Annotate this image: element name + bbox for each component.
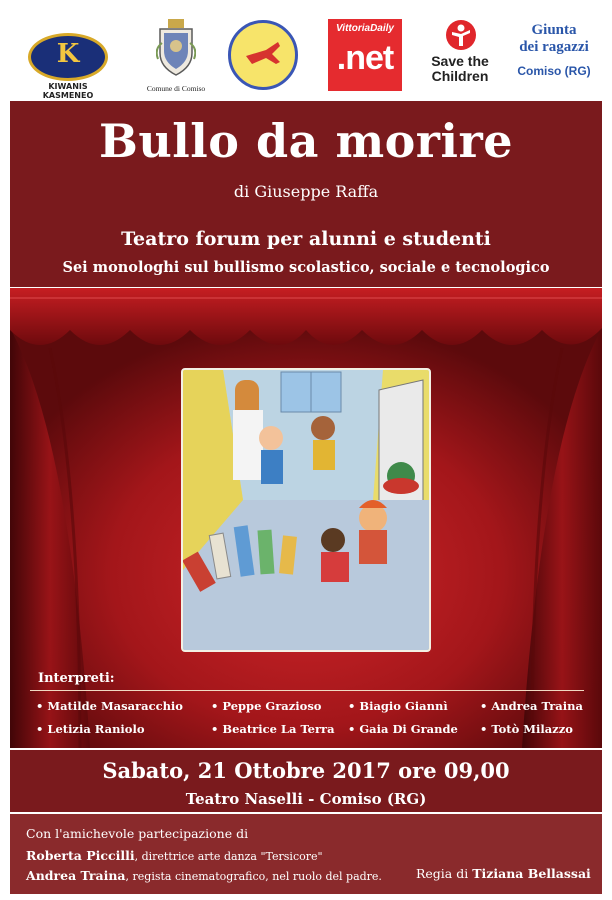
credits-line-1 xyxy=(26,848,323,863)
credit-name: Andrea Traina xyxy=(26,868,126,883)
save-the-children-label: Save the Children xyxy=(431,53,489,84)
vittoria-daily-logo xyxy=(328,19,402,91)
coat-of-arms-icon xyxy=(156,19,196,77)
comune-logo xyxy=(140,15,212,95)
event-venue: Teatro Naselli - Comiso (RG) xyxy=(185,790,427,808)
cast-member: • Biagio Giannì xyxy=(348,699,448,713)
giunta-place: Comiso (RG) xyxy=(517,64,591,78)
interpreti-label: Interpreti: xyxy=(38,671,115,686)
kiwanis-badge-letter: K xyxy=(56,39,80,69)
poster-subtitle-secondary: Sei monologhi sul bullismo scolastico, sociale e tecnologico xyxy=(62,259,550,276)
regia-credit xyxy=(416,866,591,881)
kiwanis-caption: KIWANIS KASMENEO xyxy=(42,82,94,100)
school-seal-logo xyxy=(228,20,298,90)
cast-member: • Totò Milazzo xyxy=(480,722,573,736)
poster-subtitle: Teatro forum per alunni e studenti xyxy=(121,228,491,250)
cast-member: • Peppe Grazioso xyxy=(211,699,322,713)
poster-author: di Giuseppe Raffa xyxy=(233,182,379,201)
event-date: Sabato, 21 Ottobre 2017 ore 09,00 xyxy=(102,758,510,783)
credit-role: , direttrice arte danza "Tersicore" xyxy=(134,850,323,863)
credits-line-2 xyxy=(26,868,382,883)
airplane-icon xyxy=(244,40,282,68)
kiwanis-logo xyxy=(22,33,114,100)
credit-role: , regista cinematografico, nel ruolo del padre. xyxy=(125,870,382,883)
school-hallway-image xyxy=(183,370,429,650)
interpreti-divider xyxy=(30,690,584,691)
cartoon-illustration xyxy=(181,368,431,652)
logo-bar xyxy=(0,0,612,100)
regia-name: Tiziana Bellassai xyxy=(472,866,591,881)
giunta-title: Giunta dei ragazzi xyxy=(519,22,589,55)
save-the-children-logo xyxy=(424,20,496,92)
vittoria-daily-label: VittoriaDaily xyxy=(336,23,394,34)
credit-name: Roberta Piccilli xyxy=(26,848,135,863)
cast-member: • Matilde Masaracchio xyxy=(36,699,183,713)
net-label: .net xyxy=(336,39,394,77)
poster-title: Bullo da morire xyxy=(98,114,514,168)
credits-intro: Con l'amichevole partecipazione di xyxy=(26,826,249,841)
save-the-children-icon xyxy=(446,20,476,50)
regia-label: Regia di xyxy=(416,866,473,881)
giunta-ragazzi-logo xyxy=(504,22,604,92)
cast-member: • Beatrice La Terra xyxy=(211,722,335,736)
cast-member: • Letizia Raniolo xyxy=(36,722,145,736)
cast-member: • Andrea Traina xyxy=(480,699,583,713)
comune-caption: Comune di Comiso xyxy=(146,84,206,93)
cast-member: • Gaia Di Grande xyxy=(348,722,458,736)
